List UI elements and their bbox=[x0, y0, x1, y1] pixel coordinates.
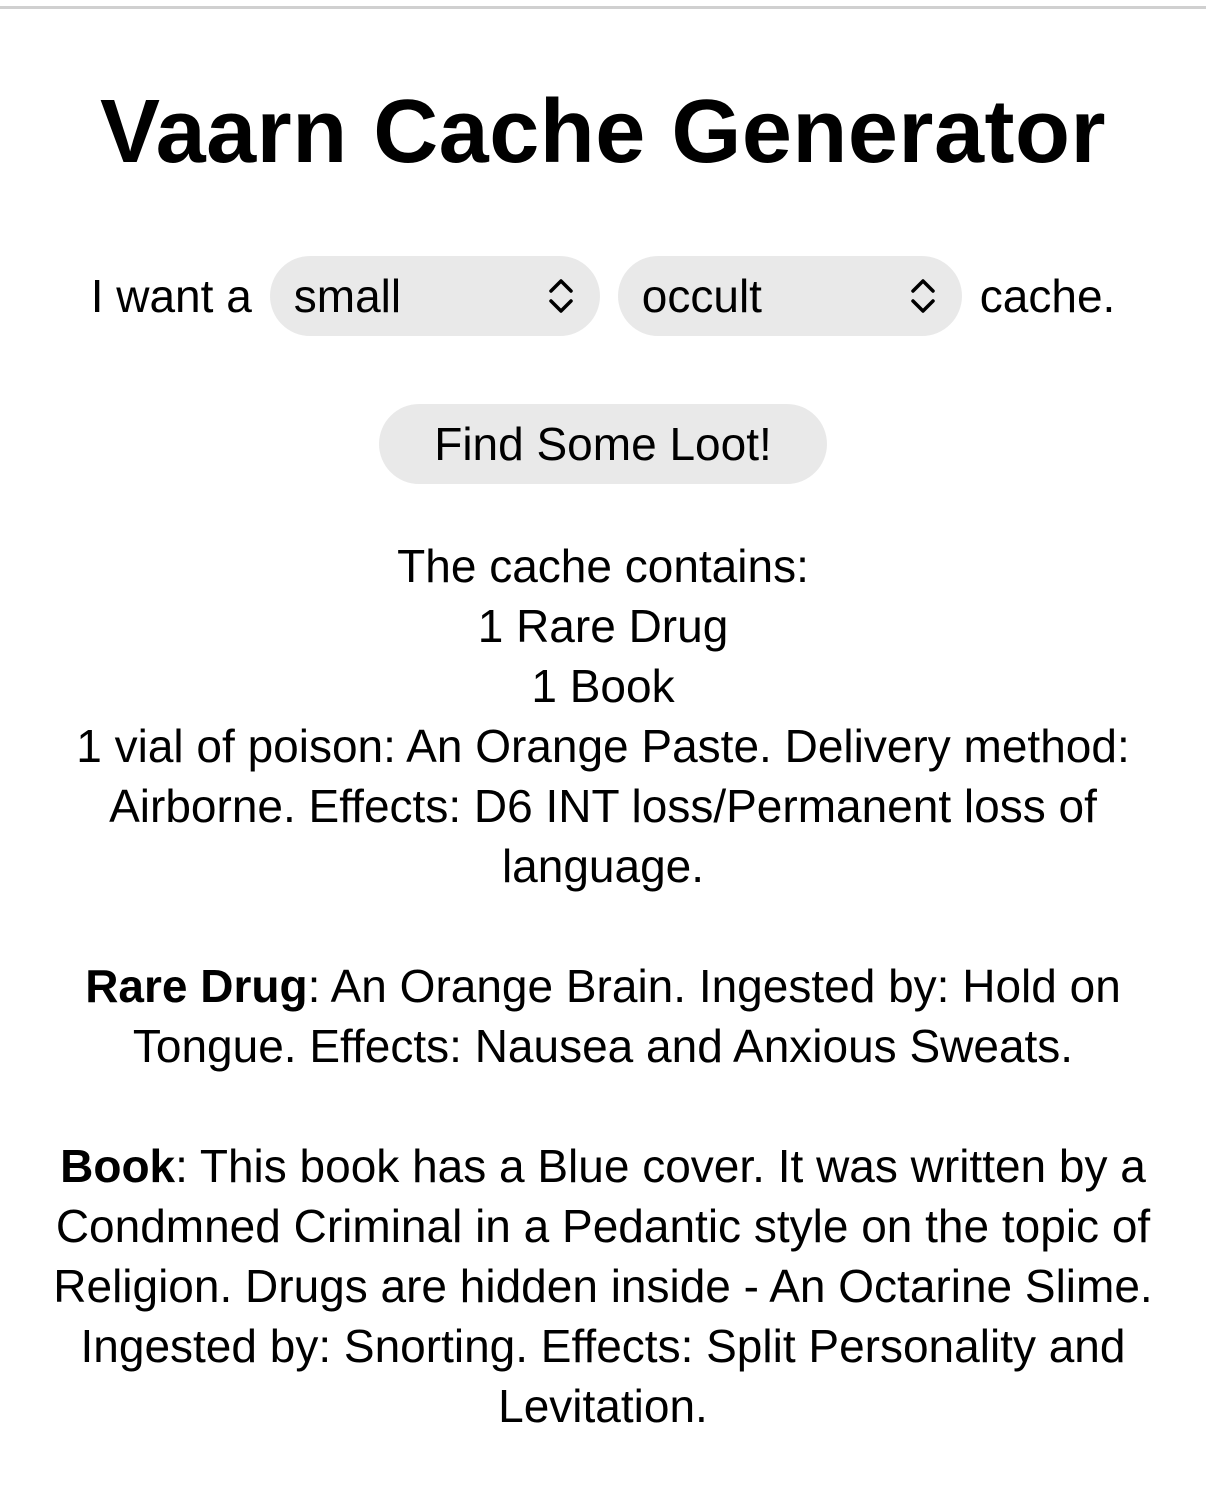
cache-size-select[interactable] bbox=[270, 256, 600, 336]
page-title: Vaarn Cache Generator bbox=[100, 82, 1106, 182]
detail-name: Book bbox=[60, 1140, 176, 1192]
find-loot-button[interactable]: Find Some Loot! bbox=[379, 404, 827, 484]
cache-type-value: occult bbox=[641, 270, 762, 322]
form-suffix-text: cache. bbox=[979, 270, 1116, 322]
detail-text: This book has a Blue cover. It was written by a Condmned Criminal in a Pedantic style on the topic of Religion. Drugs are hidden inside - An Octarine Slime. Ingested by: Snorting. Effects: Split Personality and Levitation. bbox=[53, 1140, 1153, 1432]
detail-text: An Orange Brain. Ingested by: Hold on Tongue. Effects: Nausea and Anxious Sweats. bbox=[132, 960, 1121, 1072]
chevron-up-down-icon bbox=[546, 276, 576, 316]
result-item: 1 vial of poison: An Orange Paste. Delivery method: Airborne. Effects: D6 INT loss/Permanent loss of language. bbox=[76, 720, 1130, 892]
result-heading: The cache contains: bbox=[397, 540, 809, 592]
top-border bbox=[0, 6, 1206, 9]
detail-separator: : bbox=[307, 960, 321, 1012]
detail-name: Rare Drug bbox=[85, 960, 308, 1012]
cache-result bbox=[40, 536, 1166, 1436]
form-prefix-text: I want a bbox=[90, 270, 252, 322]
detail-book bbox=[40, 1136, 1166, 1436]
cache-form bbox=[0, 256, 1206, 336]
cache-size-value: small bbox=[293, 270, 402, 322]
result-item: 1 Rare Drug bbox=[477, 600, 729, 652]
detail-separator: : bbox=[175, 1140, 188, 1192]
chevron-up-down-icon bbox=[908, 276, 938, 316]
result-item: 1 Book bbox=[531, 660, 675, 712]
detail-rare-drug bbox=[40, 956, 1166, 1076]
cache-type-select[interactable] bbox=[618, 256, 962, 336]
